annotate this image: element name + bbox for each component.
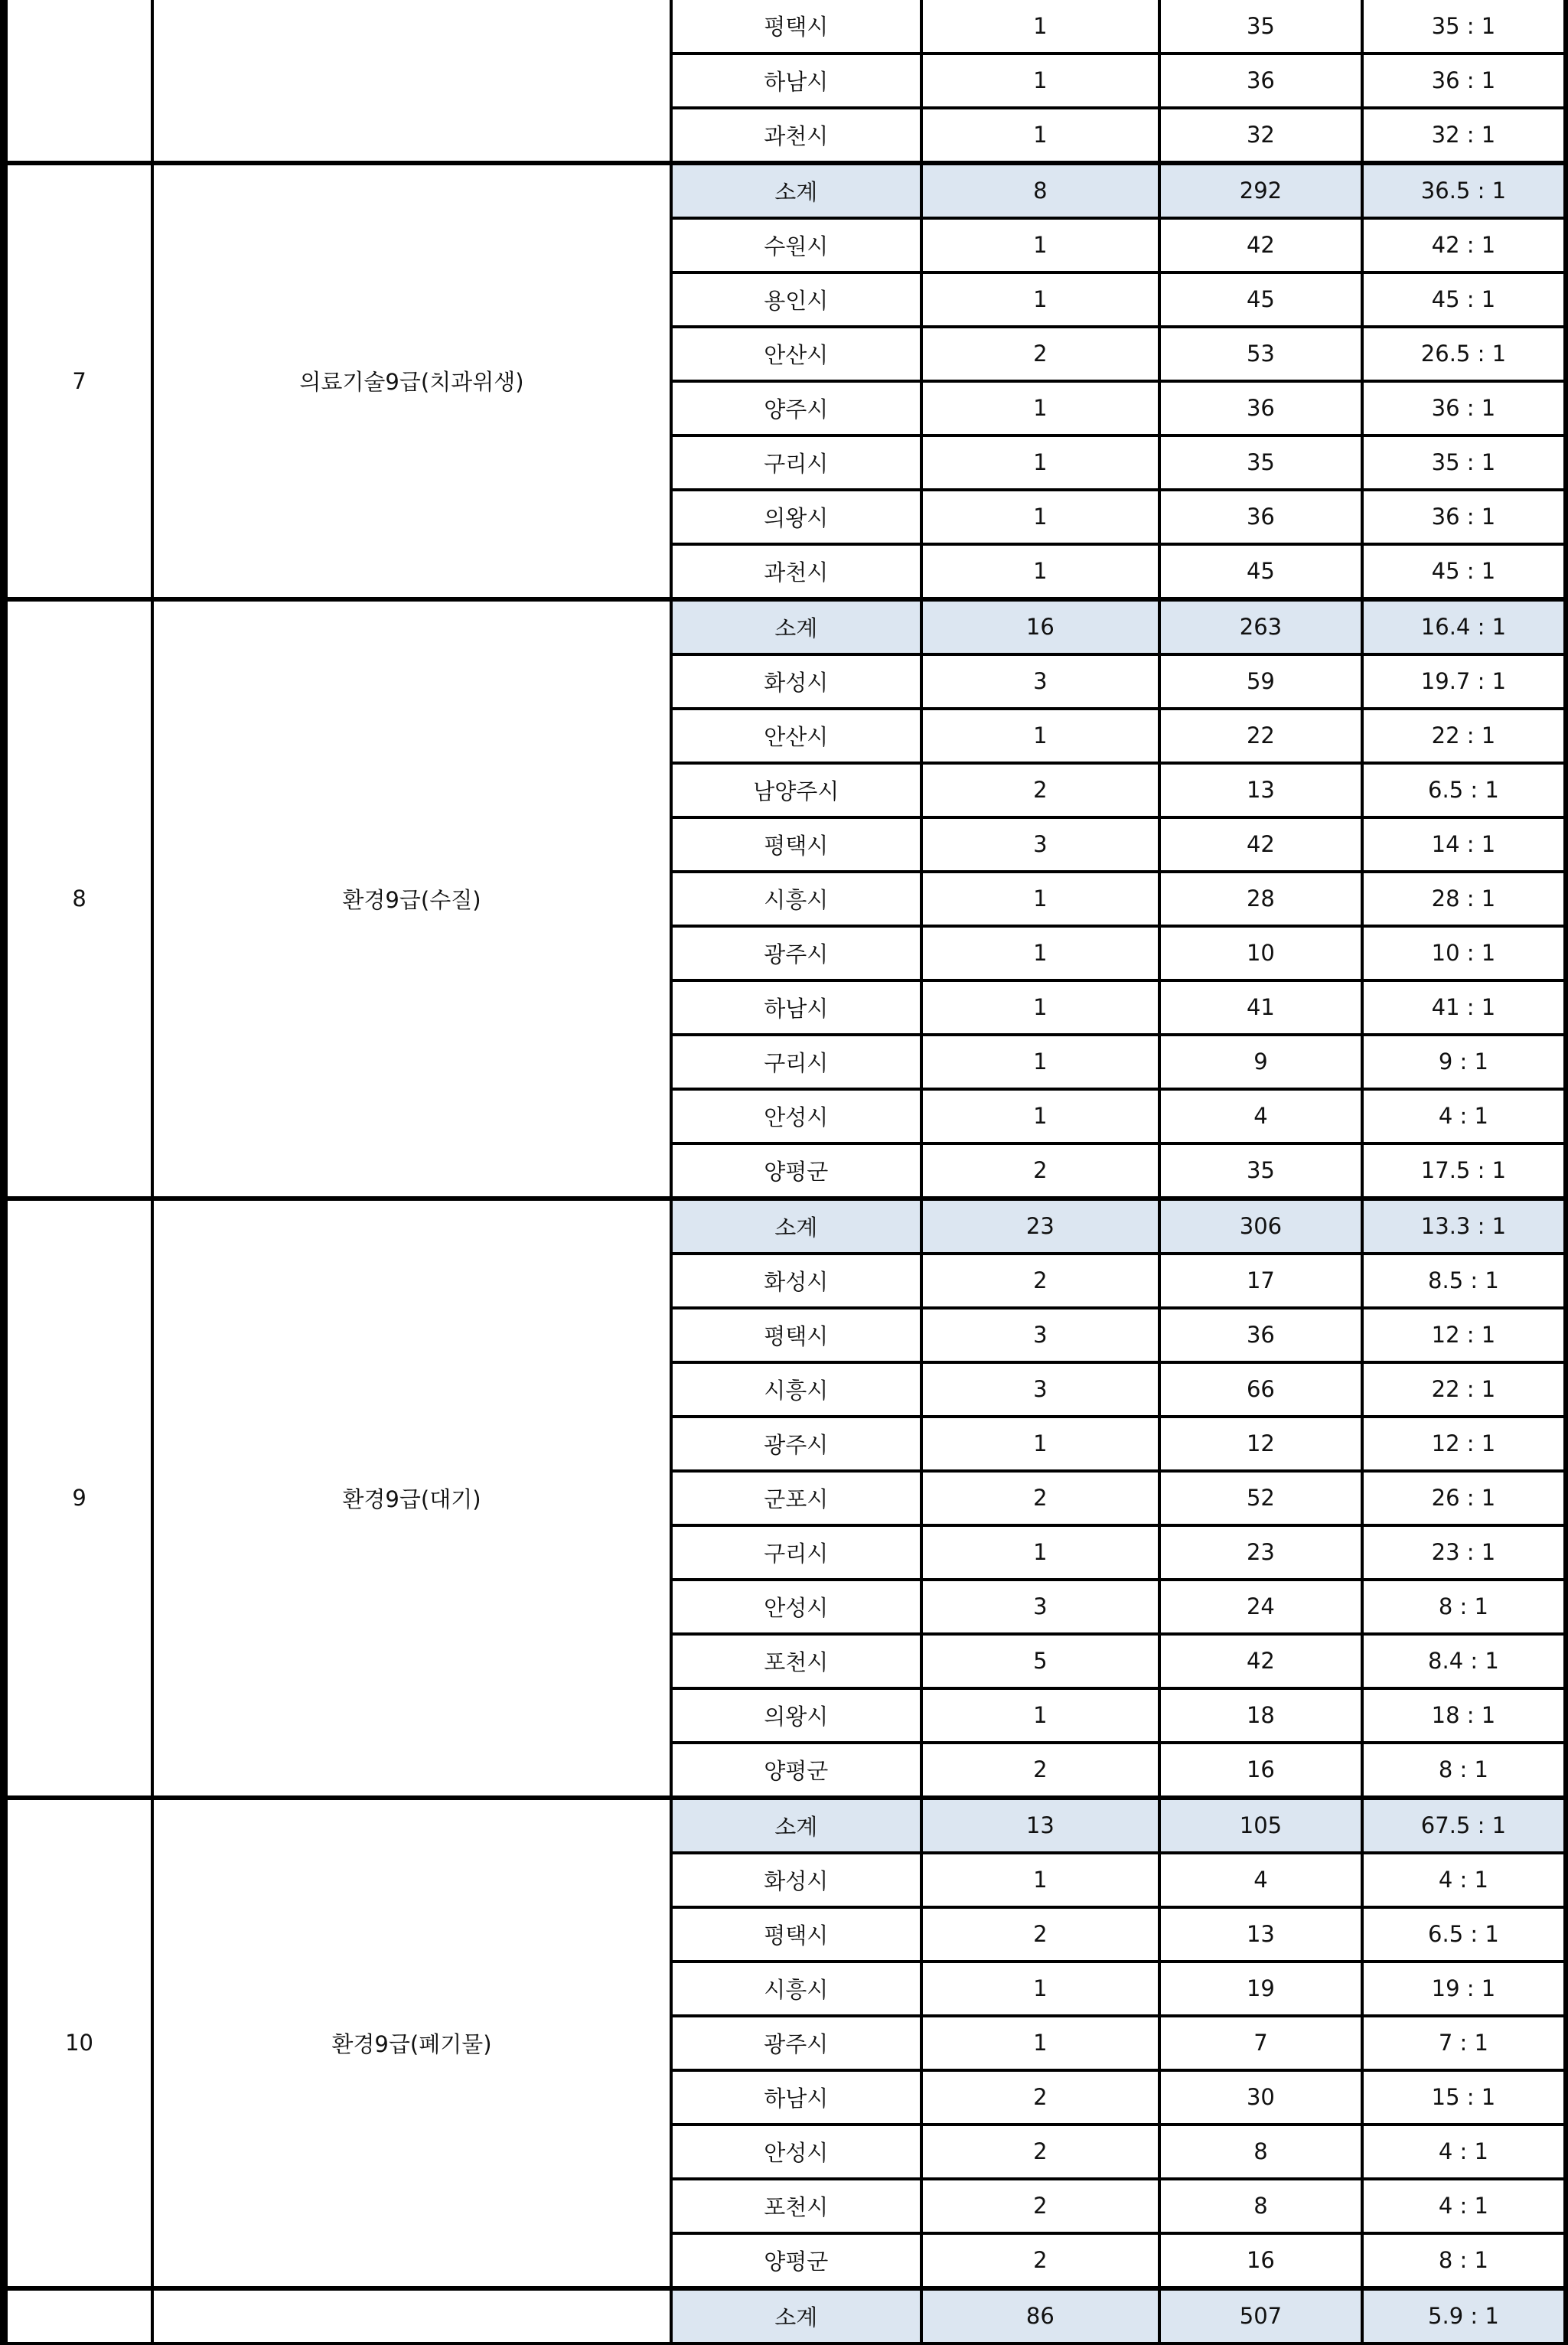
ratio-cell: 6.5 : 1 [1362, 763, 1566, 817]
applicants-cell: 7 [1159, 2016, 1362, 2070]
region-cell: 안성시 [671, 2125, 921, 2179]
region-cell: 양평군 [671, 1143, 921, 1199]
number-cell [4, 0, 152, 163]
subtotal-row [4, 163, 1566, 218]
field-cell [152, 2288, 671, 2343]
number-cell: 9 [4, 1199, 152, 1798]
field-cell: 환경9급(대기) [152, 1199, 671, 1798]
positions-cell: 1 [921, 490, 1159, 544]
positions-cell: 2 [921, 2233, 1159, 2288]
field-cell [152, 0, 671, 163]
ratio-cell: 8 : 1 [1362, 1580, 1566, 1634]
applicants-cell: 22 [1159, 709, 1362, 763]
region-cell: 의왕시 [671, 490, 921, 544]
applicants-cell: 507 [1159, 2288, 1362, 2343]
ratio-cell: 35 : 1 [1362, 0, 1566, 54]
applicants-cell: 292 [1159, 163, 1362, 218]
applicants-cell: 42 [1159, 218, 1362, 272]
region-cell: 하남시 [671, 2070, 921, 2125]
applicants-cell: 23 [1159, 1525, 1362, 1580]
region-cell: 소계 [671, 1798, 921, 1853]
region-cell: 구리시 [671, 435, 921, 490]
positions-cell: 1 [921, 1688, 1159, 1743]
applicants-cell: 36 [1159, 381, 1362, 435]
number-cell: 8 [4, 599, 152, 1199]
positions-cell: 2 [921, 327, 1159, 381]
ratio-cell: 14 : 1 [1362, 817, 1566, 872]
positions-cell: 1 [921, 1962, 1159, 2016]
applicants-cell: 19 [1159, 1962, 1362, 2016]
region-cell: 용인시 [671, 272, 921, 327]
applicants-cell: 30 [1159, 2070, 1362, 2125]
number-cell: 7 [4, 163, 152, 599]
region-cell: 양주시 [671, 381, 921, 435]
subtotal-row [4, 1798, 1566, 1853]
ratio-cell: 19.7 : 1 [1362, 654, 1566, 709]
applicants-cell: 13 [1159, 763, 1362, 817]
applicants-cell: 10 [1159, 926, 1362, 980]
positions-cell: 2 [921, 2179, 1159, 2233]
positions-cell: 2 [921, 2070, 1159, 2125]
positions-cell: 1 [921, 1525, 1159, 1580]
region-cell: 소계 [671, 599, 921, 654]
applicants-cell: 45 [1159, 544, 1362, 599]
applicants-cell: 59 [1159, 654, 1362, 709]
region-cell: 과천시 [671, 544, 921, 599]
ratio-cell: 15 : 1 [1362, 2070, 1566, 2125]
applicants-cell: 35 [1159, 1143, 1362, 1199]
applicants-cell: 35 [1159, 0, 1362, 54]
ratio-cell: 12 : 1 [1362, 1417, 1566, 1471]
region-cell: 의왕시 [671, 1688, 921, 1743]
ratio-cell: 8 : 1 [1362, 2233, 1566, 2288]
positions-cell: 2 [921, 2125, 1159, 2179]
positions-cell: 1 [921, 926, 1159, 980]
ratio-cell: 10 : 1 [1362, 926, 1566, 980]
applicants-cell: 18 [1159, 1688, 1362, 1743]
positions-cell: 2 [921, 1471, 1159, 1525]
field-cell: 의료기술9급(치과위생) [152, 163, 671, 599]
region-cell: 화성시 [671, 654, 921, 709]
applicants-cell: 13 [1159, 1907, 1362, 1962]
ratio-cell: 22 : 1 [1362, 1362, 1566, 1417]
positions-cell: 5 [921, 1634, 1159, 1688]
positions-cell: 86 [921, 2288, 1159, 2343]
region-cell: 양평군 [671, 1743, 921, 1798]
positions-cell: 23 [921, 1199, 1159, 1254]
ratio-cell: 36 : 1 [1362, 54, 1566, 108]
subtotal-row [4, 2288, 1566, 2343]
positions-cell: 1 [921, 108, 1159, 163]
ratio-cell: 9 : 1 [1362, 1035, 1566, 1089]
ratio-cell: 23 : 1 [1362, 1525, 1566, 1580]
applicants-cell: 8 [1159, 2125, 1362, 2179]
region-cell: 시흥시 [671, 1362, 921, 1417]
applicants-cell: 16 [1159, 1743, 1362, 1798]
positions-cell: 1 [921, 381, 1159, 435]
applicants-cell: 42 [1159, 1634, 1362, 1688]
ratio-cell: 26 : 1 [1362, 1471, 1566, 1525]
applicants-cell: 4 [1159, 1853, 1362, 1907]
positions-cell: 2 [921, 1143, 1159, 1199]
ratio-cell: 41 : 1 [1362, 980, 1566, 1035]
ratio-cell: 16.4 : 1 [1362, 599, 1566, 654]
ratio-cell: 17.5 : 1 [1362, 1143, 1566, 1199]
ratio-cell: 36 : 1 [1362, 381, 1566, 435]
region-cell: 광주시 [671, 926, 921, 980]
applicants-cell: 16 [1159, 2233, 1362, 2288]
ratio-cell: 36.5 : 1 [1362, 163, 1566, 218]
ratio-cell: 8 : 1 [1362, 1743, 1566, 1798]
number-cell: 10 [4, 1798, 152, 2288]
region-cell: 군포시 [671, 1471, 921, 1525]
region-cell: 평택시 [671, 817, 921, 872]
ratio-cell: 45 : 1 [1362, 544, 1566, 599]
ratio-cell: 4 : 1 [1362, 2125, 1566, 2179]
positions-cell: 3 [921, 1308, 1159, 1362]
region-cell: 하남시 [671, 54, 921, 108]
table-row [4, 0, 1566, 54]
number-cell [4, 2288, 152, 2343]
applicants-cell: 53 [1159, 327, 1362, 381]
field-cell: 환경9급(수질) [152, 599, 671, 1199]
table-body [4, 0, 1566, 2343]
region-cell: 포천시 [671, 1634, 921, 1688]
positions-cell: 13 [921, 1798, 1159, 1853]
ratio-cell: 45 : 1 [1362, 272, 1566, 327]
applicants-cell: 66 [1159, 1362, 1362, 1417]
ratio-cell: 8.4 : 1 [1362, 1634, 1566, 1688]
applicants-cell: 263 [1159, 599, 1362, 654]
positions-cell: 1 [921, 54, 1159, 108]
applicants-cell: 306 [1159, 1199, 1362, 1254]
positions-cell: 2 [921, 1743, 1159, 1798]
region-cell: 안성시 [671, 1089, 921, 1143]
applicants-cell: 52 [1159, 1471, 1362, 1525]
ratio-cell: 36 : 1 [1362, 490, 1566, 544]
ratio-cell: 12 : 1 [1362, 1308, 1566, 1362]
region-cell: 광주시 [671, 1417, 921, 1471]
applicants-cell: 24 [1159, 1580, 1362, 1634]
region-cell: 하남시 [671, 980, 921, 1035]
positions-cell: 1 [921, 872, 1159, 926]
subtotal-row [4, 1199, 1566, 1254]
positions-cell: 2 [921, 1254, 1159, 1308]
applicants-cell: 8 [1159, 2179, 1362, 2233]
positions-cell: 1 [921, 544, 1159, 599]
positions-cell: 1 [921, 0, 1159, 54]
subtotal-row [4, 599, 1566, 654]
ratio-cell: 5.9 : 1 [1362, 2288, 1566, 2343]
positions-cell: 2 [921, 1907, 1159, 1962]
field-cell: 환경9급(폐기물) [152, 1798, 671, 2288]
applicants-cell: 32 [1159, 108, 1362, 163]
ratio-cell: 13.3 : 1 [1362, 1199, 1566, 1254]
applicants-cell: 36 [1159, 490, 1362, 544]
applicants-cell: 41 [1159, 980, 1362, 1035]
positions-cell: 1 [921, 1089, 1159, 1143]
ratio-cell: 67.5 : 1 [1362, 1798, 1566, 1853]
region-cell: 과천시 [671, 108, 921, 163]
applicants-cell: 45 [1159, 272, 1362, 327]
ratio-cell: 18 : 1 [1362, 1688, 1566, 1743]
ratio-cell: 32 : 1 [1362, 108, 1566, 163]
positions-cell: 3 [921, 817, 1159, 872]
region-cell: 시흥시 [671, 1962, 921, 2016]
ratio-cell: 4 : 1 [1362, 1853, 1566, 1907]
ratio-cell: 28 : 1 [1362, 872, 1566, 926]
positions-cell: 1 [921, 1417, 1159, 1471]
ratio-cell: 8.5 : 1 [1362, 1254, 1566, 1308]
region-cell: 구리시 [671, 1525, 921, 1580]
region-cell: 안성시 [671, 1580, 921, 1634]
region-cell: 구리시 [671, 1035, 921, 1089]
applicants-cell: 4 [1159, 1089, 1362, 1143]
region-cell: 시흥시 [671, 872, 921, 926]
ratio-cell: 4 : 1 [1362, 1089, 1566, 1143]
ratio-cell: 26.5 : 1 [1362, 327, 1566, 381]
positions-cell: 1 [921, 435, 1159, 490]
region-cell: 소계 [671, 2288, 921, 2343]
region-cell: 소계 [671, 163, 921, 218]
positions-cell: 8 [921, 163, 1159, 218]
region-cell: 화성시 [671, 1254, 921, 1308]
region-cell: 포천시 [671, 2179, 921, 2233]
ratio-cell: 35 : 1 [1362, 435, 1566, 490]
ratio-cell: 6.5 : 1 [1362, 1907, 1566, 1962]
ratio-cell: 22 : 1 [1362, 709, 1566, 763]
ratio-cell: 7 : 1 [1362, 2016, 1566, 2070]
positions-cell: 1 [921, 1035, 1159, 1089]
positions-cell: 3 [921, 654, 1159, 709]
ratio-cell: 19 : 1 [1362, 1962, 1566, 2016]
region-cell: 평택시 [671, 1308, 921, 1362]
region-cell: 안산시 [671, 709, 921, 763]
positions-cell: 16 [921, 599, 1159, 654]
ratio-cell: 4 : 1 [1362, 2179, 1566, 2233]
positions-cell: 1 [921, 272, 1159, 327]
positions-cell: 3 [921, 1580, 1159, 1634]
region-cell: 양평군 [671, 2233, 921, 2288]
applicants-cell: 35 [1159, 435, 1362, 490]
applicants-cell: 42 [1159, 817, 1362, 872]
applicants-cell: 9 [1159, 1035, 1362, 1089]
positions-cell: 1 [921, 218, 1159, 272]
ratio-cell: 42 : 1 [1362, 218, 1566, 272]
region-cell: 광주시 [671, 2016, 921, 2070]
applicants-cell: 28 [1159, 872, 1362, 926]
region-cell: 수원시 [671, 218, 921, 272]
applicants-cell: 36 [1159, 1308, 1362, 1362]
region-cell: 안산시 [671, 327, 921, 381]
positions-cell: 1 [921, 1853, 1159, 1907]
applicants-cell: 105 [1159, 1798, 1362, 1853]
region-cell: 남양주시 [671, 763, 921, 817]
applicants-cell: 36 [1159, 54, 1362, 108]
region-cell: 평택시 [671, 1907, 921, 1962]
region-cell: 화성시 [671, 1853, 921, 1907]
applicants-cell: 12 [1159, 1417, 1362, 1471]
positions-cell: 3 [921, 1362, 1159, 1417]
region-cell: 평택시 [671, 0, 921, 54]
positions-cell: 2 [921, 763, 1159, 817]
positions-cell: 1 [921, 2016, 1159, 2070]
applicants-cell: 17 [1159, 1254, 1362, 1308]
positions-cell: 1 [921, 980, 1159, 1035]
region-cell: 소계 [671, 1199, 921, 1254]
positions-cell: 1 [921, 709, 1159, 763]
